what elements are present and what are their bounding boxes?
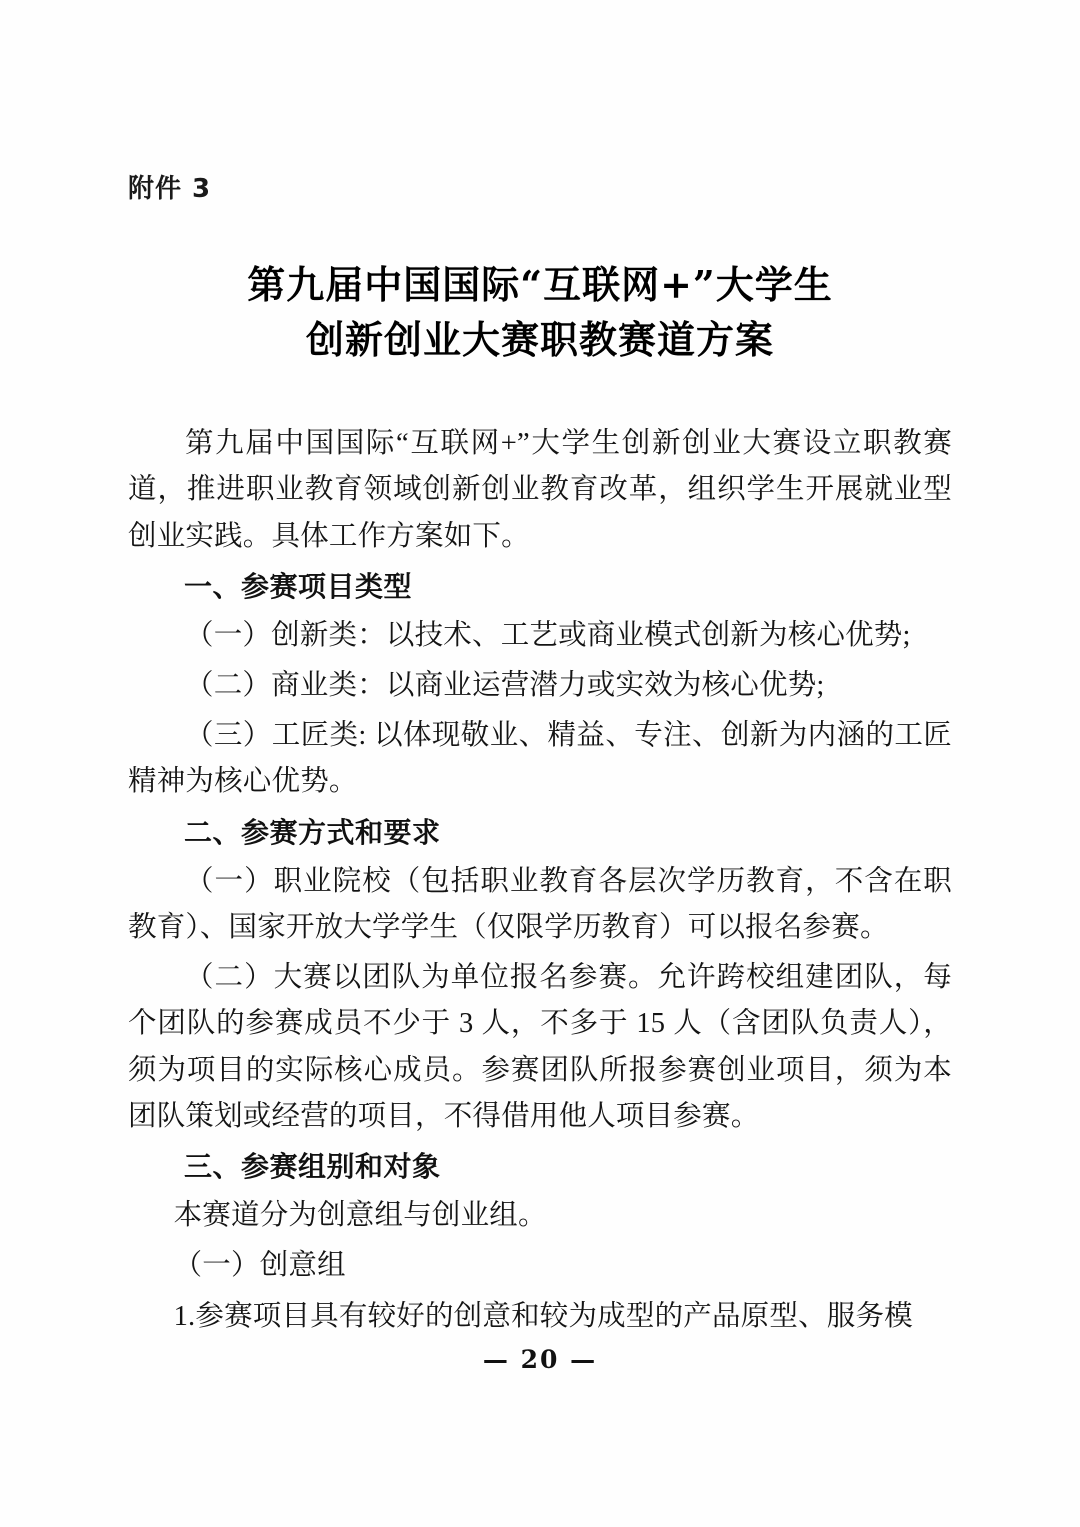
paragraph-item-2-2: （二）大赛以团队为单位报名参赛。允许跨校组建团队，每个团队的参赛成员不少于 3 人，不多于 15 人（含团队负责人），须为项目的实际核心成员。参赛团队所报参赛创业项目，须为本团队策划或经营的项目，不得借用他人项目参赛。 <box>128 962 952 1132</box>
paragraph-item-2-1: （一）职业院校（包括职业教育各层次学历教育，不含在职教育）、国家开放大学学生（仅限学历教育）可以报名参赛。 <box>128 866 952 944</box>
paragraph-item-1-2: （二）商业类：以商业运营潜力或实效为核心优势; <box>185 670 825 702</box>
section-heading-2: 二、参赛方式和要求 <box>184 815 441 849</box>
section-heading-3: 三、参赛组别和对象 <box>184 1149 441 1183</box>
paragraph-intro: 第九届中国国际“互联网+”大学生创新创业大赛设立职教赛道，推进职业教育领域创新创业教育改革，组织学生开展就业型创业实践。具体工作方案如下。 <box>128 428 952 552</box>
paragraph-item-1-1: （一）创新类：以技术、工艺或商业模式创新为核心优势; <box>185 620 911 652</box>
document-body <box>128 168 952 1344</box>
page-title <box>128 257 952 367</box>
page-title-line-1: 第九届中国国际“互联网+”大学生 <box>247 262 833 307</box>
paragraph-item-3-1: （一）创意组 <box>173 1250 346 1282</box>
attachment-label: 附件 3 <box>128 174 212 204</box>
paragraph-item-1-3: （三）工匠类: 以体现敬业、精益、专注、创新为内涵的工匠精神为核心优势。 <box>128 720 952 798</box>
paragraph-item-3-0: 本赛道分为创意组与创业组。 <box>173 1200 547 1232</box>
paragraph-item-3-1-1: 1.参赛项目具有较好的创意和较为成型的产品原型、服务模 <box>173 1300 913 1332</box>
section-heading-1: 一、参赛项目类型 <box>184 569 413 603</box>
page-title-line-2: 创新创业大赛职教赛道方案 <box>305 317 774 363</box>
page-number: — 20 — <box>482 1345 598 1374</box>
